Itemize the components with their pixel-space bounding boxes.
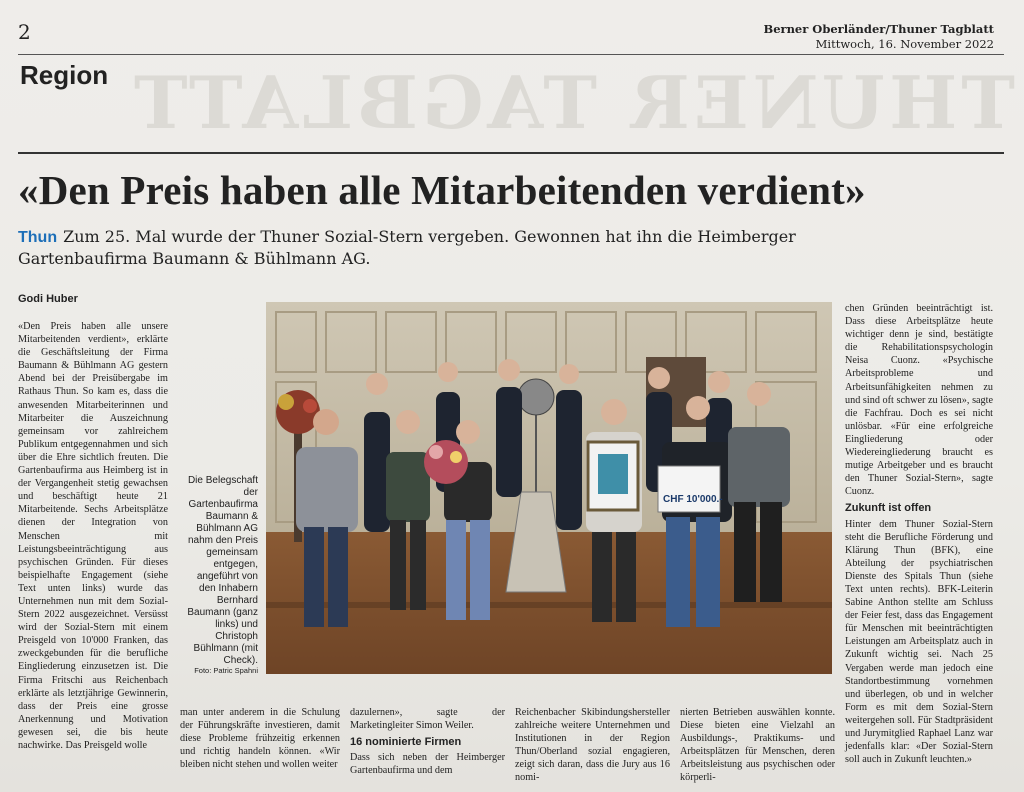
body-column-3 [350,706,505,777]
author-byline: Godi Huber [18,293,78,305]
photo-credit: Foto: Patric Spahni [194,666,258,675]
column-text: Reichenbacher Skibindungshersteller zahlreiche weitere Unternehmen und Institutionen in der Region Thun/Oberland sozial engagieren, zeigt sich daran, dass die Jury aus 16 nomi- [515,707,670,784]
person-far-left [296,447,358,532]
column-text: chen Gründen beeinträchtigt ist. Dass diese Arbeitsplätze heute wichtiger denn je sind, bestätigte die Rehabilitationspsychologin Neisa Cuonz. «Psychische Arbeitsprobleme und Arbeitsunfähigkeiten nehmen zu und sind oft schwer zu lösen», sagte die Fachfrau. Doch es sei nicht unlösbar. «Für eine erfolgreiche Eingliederung oder Wiedereingliederung braucht es mutige Arbeitgeber und es braucht den Thuner Sozial-Stern», sagte Cuonz. [845,303,993,498]
column-text: Dass sich neben der Heimberger Gartenbaufirma und dem [350,752,505,777]
show-through-text: THUNER TAGBLATT [130,60,1015,145]
masthead [763,22,994,52]
subheading: Zukunft ist offen [845,502,932,515]
flower-bouquet [424,440,468,484]
body-column-4 [515,706,670,785]
page-number: 2 [18,20,31,44]
column-text: «Den Preis haben alle unsere Mitarbeitenden verdient», erklärte die Geschäftsleitung der Firma Baumann & Bühlmann AG gestern Abend bei der Preisübergabe im Rathaus Thun. So kam es, dass die anwesenden Mitarbeiterinnen und Mitarbeiter die Auszeichnung gemeinsam vor zahlreichem Publikum entgegennahmen und sich über die Ehre sichtlich freuten. Die Gartenbaufirma aus Heimberg ist in der Vergangenheit stetig gewachsen und beschäftigt heute 21 Mitarbeitende. Sechs Arbeitsplätze dienen der Integration von Menschen mit Leistungsbeeinträchtigung aus psychischen Gründen. Für dieses beispielhafte Engagement (siehe Text unten links) wurde das Unternehmen nun mit dem Sozial-Stern 2022 ausgezeichnet. Versüsst wird der Sozial-Stern mit einem Preisgeld von 10'000 Franken, das zweckgebunden für die berufliche Eingliederung einzusetzen ist. Die Firma Fritschi aus Reichenbach erklärte als letztjährige Gewinnerin, dass der Preis eine grosse Anerkennung und Motivation gewesen sei, die bis heute nachwirke. Das Preisgeld wolle [18,321,168,751]
body-column-5 [680,706,835,785]
group-photo [266,302,832,674]
top-rule [18,54,1004,55]
photo-caption: Die Belegschaft der Gartenbaufirma Baumann & Bühlmann AG nahm den Preis gemeinsam entgegen, angeführt von den Inhabern Bernhard Baumann (ganz links) und Christoph Bühlmann (mit Check). [187,475,258,666]
column-text: Hinter dem Thuner Sozial-Stern steht die Berufliche Förderung und Klärung Thun (BFK), eine Abteilung der psychiatrischen Dienste des Spitals Thun (siehe Text unten rechts). BFK-Leiterin Sabine Anthon stellte am Schluss der Feier fest, dass das Engagement für Menschen mit beeinträchtigten Leistungen am Arbeitsplatz auch in Zukunft wichtig sei. Nach 25 Vergaben werde man jedoch eine Standortbestimmung vornehmen und überlegen, ob und in welcher Form es mit dem Sozial-Stern weitergehen soll. Für Stadtpräsident und Jurymitglied Raphael Lanz war jedenfalls klar: «Der Sozial-Stern soll auch in Zukunft leuchten.» [845,518,993,766]
lead-paragraph [18,226,838,269]
check-amount: CHF 10'000.- [663,494,723,505]
body-column-1 [18,320,168,752]
section-title: Region [20,60,109,90]
body-column-6 [845,302,993,766]
dateline-place: Thun [18,229,58,246]
prize-check [658,466,720,512]
column-text: man unter anderem in die Schulung der Führungskräfte investieren, damit diese Probleme frühzeitig erkennen und richtig handeln können. «Wir bleiben nicht stehen und wollen weiter [180,707,340,771]
paper-name: Berner Oberländer/Thuner Tagblatt [763,22,994,36]
column-text: dazulernen», sagte der Marketingleiter Simon Weiler. [350,707,505,732]
floor-edge [266,602,832,608]
subheading: 16 nominierte Firmen [350,736,462,749]
lead-text: Zum 25. Mal wurde der Thuner Sozial-Stern vergeben. Gewonnen hat ihn die Heimberger Gartenbaufirma Baumann & Bühlmann AG. [18,227,796,268]
column-text: nierten Betrieben auswählen konnte. Diese bieten eine Vielzahl an Ausbildungs-, Praktikums- und Arbeitsplätzen für Menschen, deren Arbeitsleistung aus psychischen oder körperli- [680,707,835,784]
issue-date: Mittwoch, 16. November 2022 [815,37,994,51]
body-column-2 [180,706,340,771]
headline-rule [18,152,1004,154]
headline: «Den Preis haben alle Mitarbeitenden verdient» [18,167,866,213]
